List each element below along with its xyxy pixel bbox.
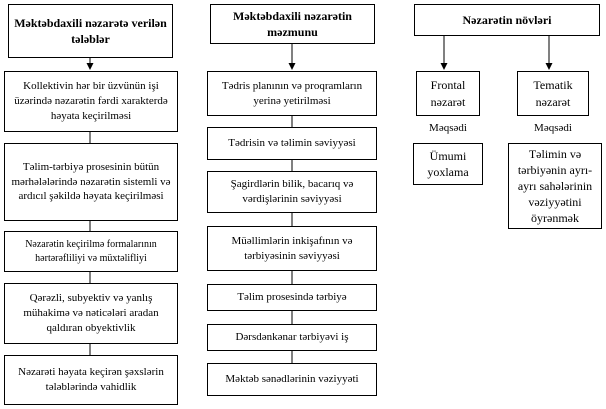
- frontal-box: Frontal nəzarət: [416, 71, 480, 116]
- col2-item-4: Müəllimlərin inkişafının və tərbiyəsinin səviyyəsi: [207, 226, 377, 271]
- tematik-box: Tematik nəzarət: [517, 71, 589, 116]
- col2-item-3: Şagirdlərin bilik, bacarıq və vərdişlərinin səviyyəsi: [207, 171, 377, 213]
- col2-item-7: Məktəb sənədlərinin vəziyyəti: [207, 363, 377, 396]
- col1-item-3: Nəzarətin keçirilmə formalarının hərtərəfliliyi və müxtəlifliyi: [4, 231, 178, 272]
- col2-header: Məktəbdaxili nəzarətin məzmunu: [210, 4, 375, 44]
- tematik-purpose-label: Məqsədi: [534, 122, 572, 134]
- col3-header: Nəzarətin növləri: [414, 4, 600, 36]
- col1-item-4: Qərəzli, subyektiv və yanlış mühakimə və nəticələri aradan qaldıran obyektivlik: [4, 283, 178, 344]
- col1-item-2: Təlim-tərbiyə prosesinin bütün mərhələlərində nəzarətin sistemli və ardıcıl şəkildə həyata keçirilməsi: [4, 143, 178, 221]
- frontal-purpose-label: Məqsədi: [429, 122, 467, 134]
- col1-item-5: Nəzarəti həyata keçirən şəxslərin tələblərində vahidlik: [4, 355, 178, 405]
- col2-item-5: Təlim prosesində tərbiyə: [207, 284, 377, 311]
- col1-header: Məktəbdaxili nəzarətə verilən tələblər: [8, 4, 173, 58]
- col2-item-1: Tədris planının və proqramların yerinə yetirilməsi: [207, 71, 377, 116]
- col2-item-2: Tədrisin və təlimin səviyyəsi: [207, 127, 377, 160]
- col1-item-1: Kollektivin hər bir üzvünün işi üzərində nəzarətin fərdi xarakterdə həyata keçirilməsi: [4, 71, 178, 132]
- tematik-purpose: Təlimin və tərbiyənin ayrı-ayrı sahələrinin vəziyyətini öyrənmək: [508, 143, 602, 229]
- frontal-purpose: Ümumi yoxlama: [413, 143, 483, 185]
- col2-item-6: Dərsdənkənar tərbiyəvi iş: [207, 324, 377, 351]
